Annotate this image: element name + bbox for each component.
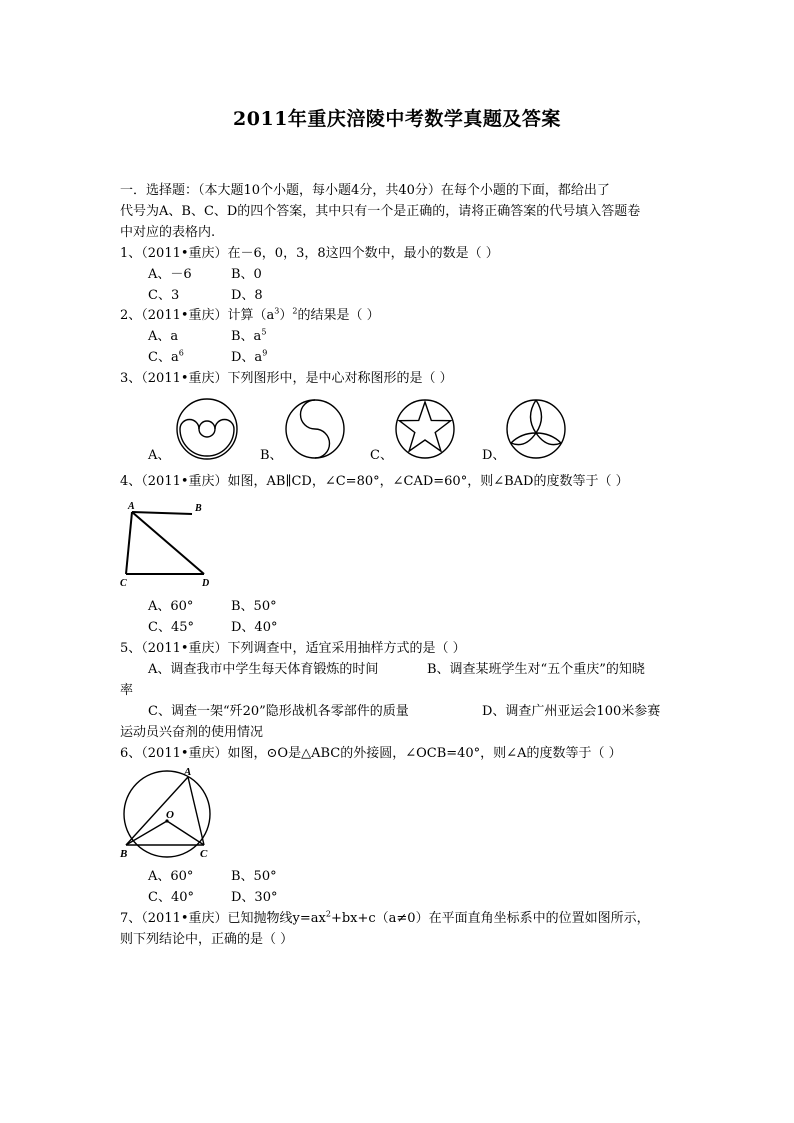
q1-stem: 1、（2011•重庆）在－6，0，3，8这四个数中，最小的数是（ ） [120,246,499,261]
q3-option-b: B、 [260,448,283,463]
q4-label-d: D [202,578,210,589]
q3-option-d: D、 [482,448,506,463]
q2-stem: 2、（2011•重庆）计算$(a^3)^2$的结果是（ ） [120,306,380,323]
q4-label-a: A [128,501,135,512]
q6-figure [116,764,220,864]
q3-option-c: C、 [370,448,393,463]
q6-label-o: O [166,809,174,821]
q5-option-d: D、调查广州亚运会100米参赛 [482,704,661,719]
q3-figure-a [170,397,244,461]
q5-option-b: B、调查某班学生对“五个重庆”的知晓 [427,662,645,677]
q4-option-d: D、40° [231,620,278,635]
q3-option-a: A、 [148,448,171,463]
q3-stem: 3、（2011•重庆）下列图形中，是中心对称图形的是（ ） [120,371,453,386]
q6-option-c: C、40° [148,890,194,905]
q4-option-b: B、50° [231,599,277,614]
q4-option-c: C、45° [148,620,194,635]
q1-option-d: D、8 [231,288,263,303]
q2-option-d: D、$a^9$ [231,348,268,365]
q1-option-a: A、－6 [148,267,192,282]
q3-figure-c [392,397,458,461]
section-instruction-line1: 一．选择题：（本大题10个小题，每小题4分，共40分）在每个小题的下面，都给出了 [120,183,610,198]
q3-figure-b [282,397,348,461]
q3-figure-d [503,397,569,461]
q7-stem: 7、（2011•重庆）已知抛物线$y=ax^2+bx+c(a\ne 0)$在平面直角坐标系中的位置如图所示， [120,909,650,926]
q2-option-a: A、a [148,329,179,344]
q5-option-a: A、调查我市中学生每天体育锻炼的时间 [148,662,379,677]
q5-stem: 5、（2011•重庆）下列调查中，适宜采用抽样方式的是（ ） [120,641,466,656]
section-instruction-line3: 中对应的表格内. [120,225,216,240]
q6-label-c: C [200,848,208,860]
section-instruction-line2: 代号为A、B、C、D的四个答案，其中只有一个是正确的，请将正确答案的代号填入答题卷 [120,204,641,219]
q6-option-a: A、60° [148,869,194,884]
q2-option-b: B、$a^5$ [231,327,267,344]
q4-label-b: B [195,503,202,514]
page-title: 2011年重庆涪陵中考数学真题及答案 [233,108,561,130]
q4-option-a: A、60° [148,599,194,614]
q7-stem-line2: 则下列结论中，正确的是（ ） [120,932,294,947]
q5-option-c: C、调查一架“歼20”隐形战机各零部件的质量 [148,704,409,719]
q6-stem: 6、（2011•重庆）如图，⊙O是△ABC的外接圆，∠OCB=40°，则∠A的度数等于（ ） [120,746,622,761]
q6-label-a: A [184,766,192,778]
q6-label-b: B [120,848,128,860]
q5-option-d-continued: 运动员兴奋剂的使用情况 [120,725,264,740]
q1-option-c: C、3 [148,288,180,303]
q4-stem: 4、（2011•重庆）如图，AB∥CD，∠C=80°，∠CAD=60°，则∠BAD的度数等于（ ） [120,474,629,489]
q4-figure [118,497,218,589]
q4-label-c: C [120,578,127,589]
q5-option-b-continued: 率 [120,683,134,698]
q2-option-c: C、$a^6$ [148,348,184,365]
q1-option-b: B、0 [231,267,262,282]
q6-option-d: D、30° [231,890,278,905]
q6-option-b: B、50° [231,869,277,884]
